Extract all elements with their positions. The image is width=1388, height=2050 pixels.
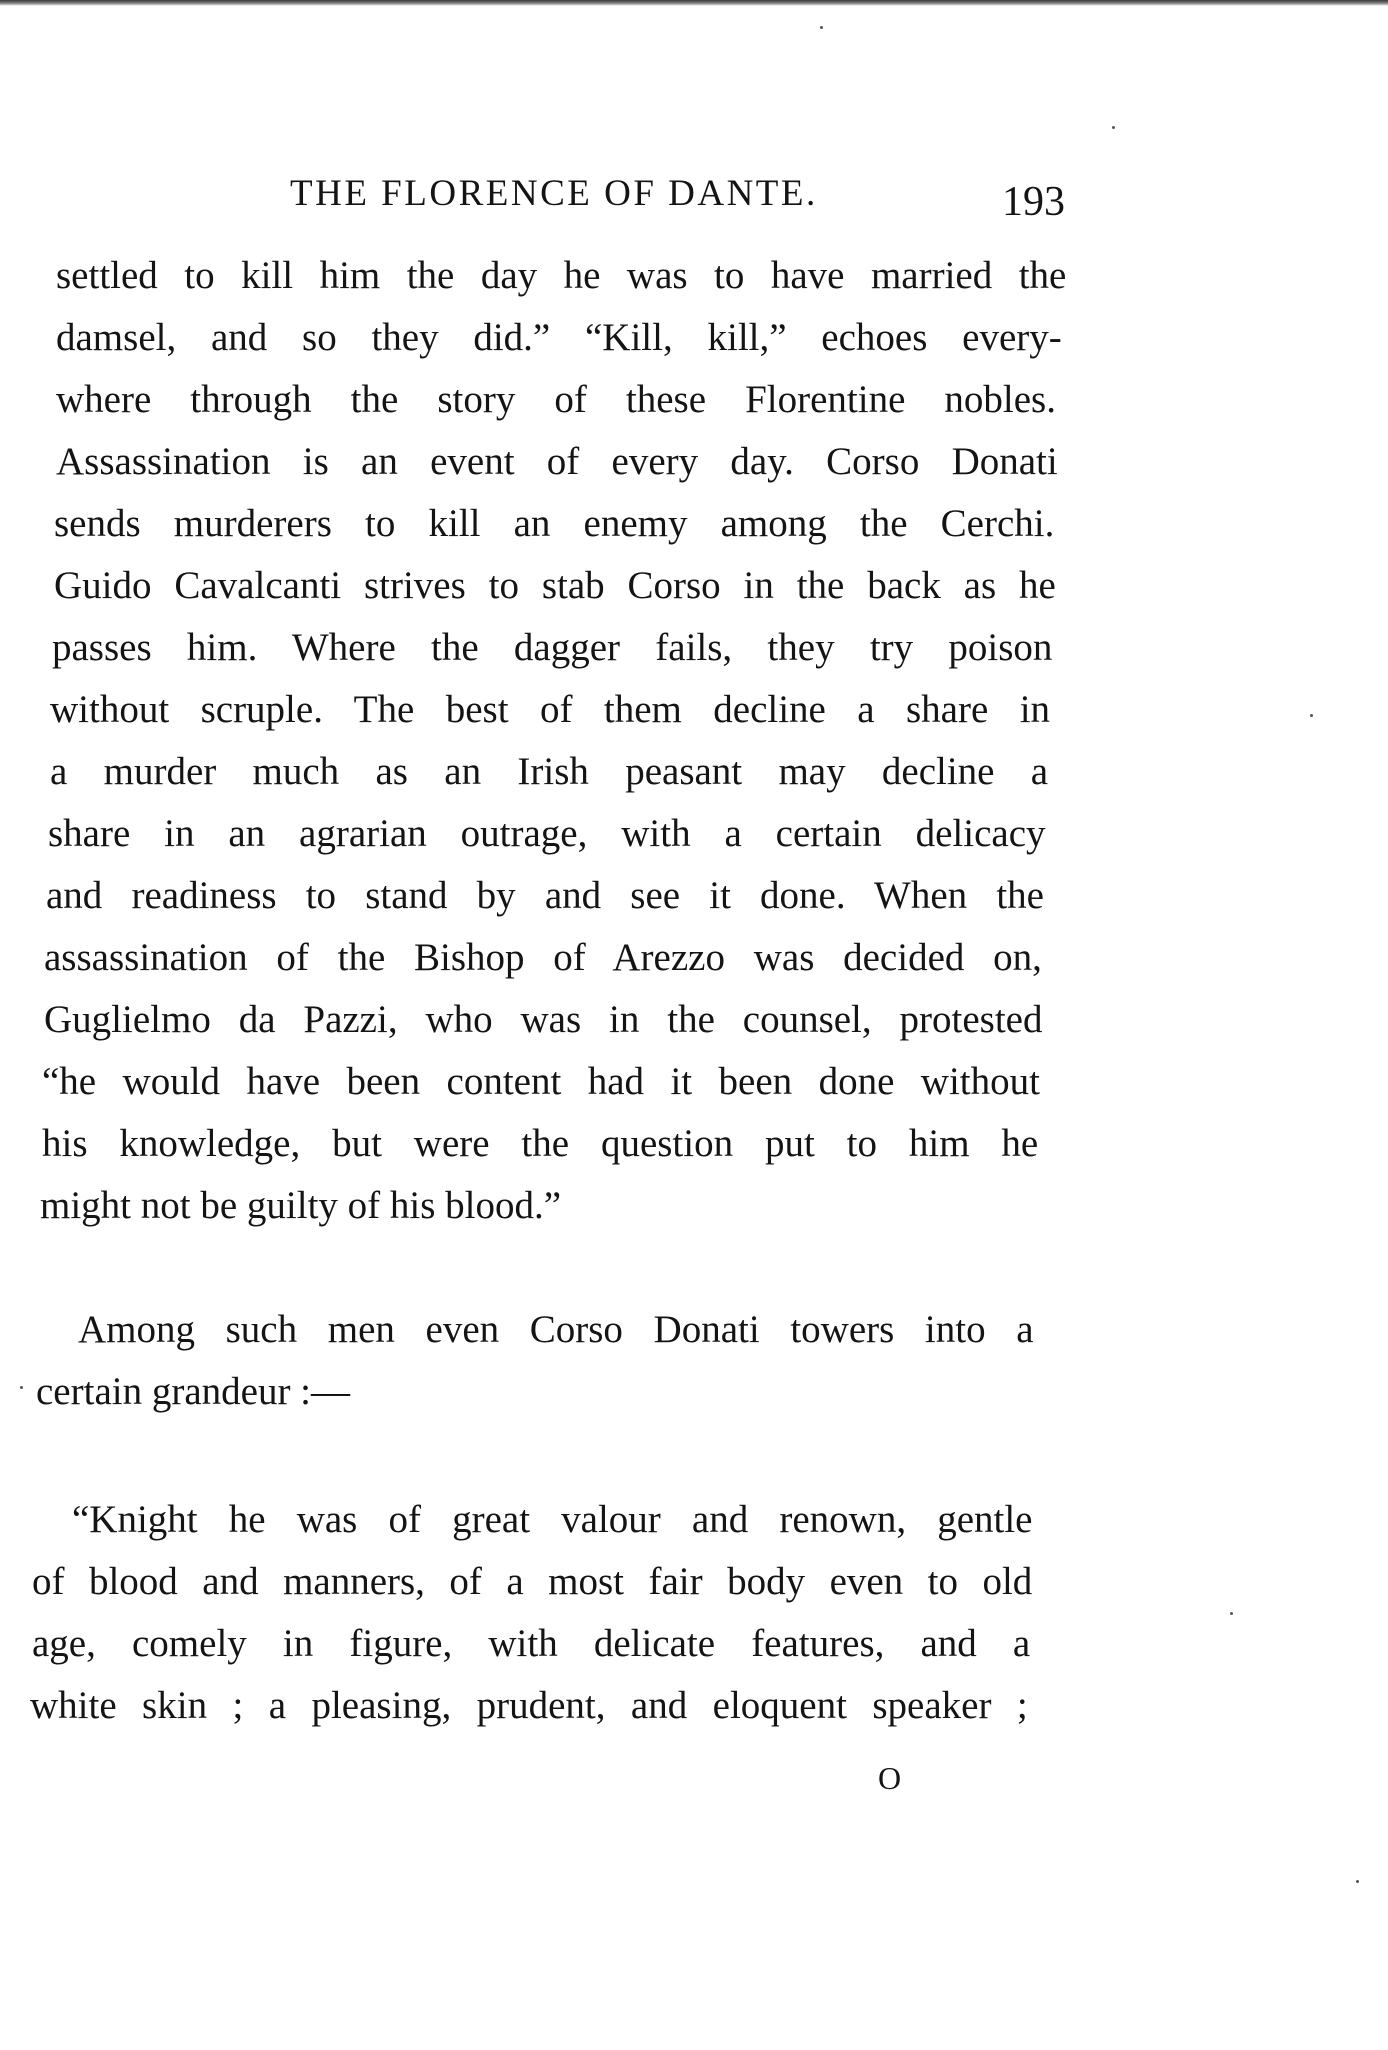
text-line: damsel, and so they did.” “Kill, kill,” echoes every- [56, 316, 1062, 359]
text-line: share in an agrarian outrage, with a certain delicacy [48, 812, 1046, 855]
paper-speck [1310, 714, 1313, 717]
text-line: settled to kill him the day he was to have married the [56, 254, 1067, 297]
text-line: his knowledge, but were the question put to him he [42, 1122, 1039, 1165]
text-line: Guglielmo da Pazzi, who was in the counsel, protested [44, 998, 1043, 1041]
text-line: “Knight he was of great valour and renown, gentle [72, 1498, 1033, 1541]
text-line: certain grandeur :— [36, 1370, 351, 1413]
text-line: age, comely in figure, with delicate features, and a [32, 1622, 1031, 1665]
text-line: without scruple. The best of them decline a share in [50, 688, 1051, 731]
paper-speck [20, 1386, 23, 1389]
running-head: THE FLORENCE OF DANTE. [290, 173, 818, 214]
text-line: and readiness to stand by and see it done. When the [46, 874, 1044, 917]
text-line: sends murderers to kill an enemy among the Cerchi. [54, 502, 1055, 545]
text-line: assassination of the Bishop of Arezzo was decided on, [44, 936, 1042, 979]
text-line: where through the story of these Florentine nobles. [56, 378, 1056, 421]
text-line: a murder much as an Irish peasant may decline a [50, 750, 1049, 793]
text-line: Among such men even Corso Donati towers into a [78, 1308, 1034, 1351]
text-line: passes him. Where the dagger fails, they try poison [52, 626, 1053, 669]
text-line: of blood and manners, of a most fair body even to old [32, 1560, 1033, 1603]
text-line: Assassination is an event of every day. Corso Donati [56, 440, 1058, 483]
text-line: Guido Cavalcanti strives to stab Corso in the back as he [54, 564, 1056, 607]
paper-speck [1230, 1612, 1233, 1615]
paper-speck [1112, 126, 1115, 129]
page-number: 193 [1002, 179, 1065, 225]
text-line: white skin ; a pleasing, prudent, and eloquent speaker ; [30, 1684, 1028, 1727]
signature-mark: O [878, 1760, 902, 1796]
page-top-edge [0, 0, 1388, 6]
text-line: might not be guilty of his blood.” [40, 1184, 562, 1227]
paper-speck [1356, 1880, 1359, 1883]
paper-speck [820, 26, 823, 29]
text-line: “he would have been content had it been done without [42, 1060, 1040, 1103]
